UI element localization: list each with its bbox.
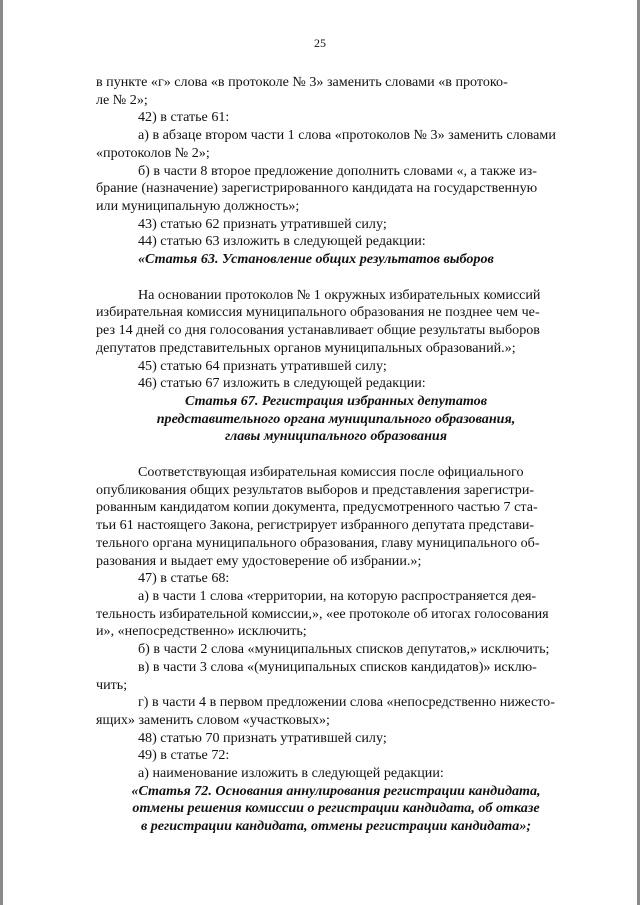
heading-article-72: «Статья 72. Основания аннулирования регистрации кандидата, отмены решения комиссии о регистрации кандидата, об отказе в регистрации кандидата, отмены регистрации кандидата»; [131, 782, 541, 835]
paragraph-item-47-b: б) в части 2 слова «муниципальных списков депутатов,» исключить; [138, 641, 550, 658]
paragraph-item-42-b: б) в части 8 второе предложение дополнить словами «, а также из- брание (назначение) зарегистрированного кандидата на государственную или муниципальную должность»; [96, 162, 538, 214]
paragraph-amendment-g: в пункте «г» слова «в протоколе № 3» заменить словами «в протоко- ле № 2»; [96, 74, 508, 108]
page-number: 25 [314, 36, 326, 50]
heading-article-67: Статья 67. Регистрация избранных депутатов представительного органа муниципального образования, главы муниципального образования [156, 392, 516, 445]
paragraph-item-42: 42) в статье 61: [138, 109, 230, 126]
paragraph-item-43: 43) статью 62 признать утратившей силу; [138, 215, 387, 232]
paragraph-item-49: 49) в статье 72: [138, 747, 230, 764]
paragraph-item-45: 45) статью 64 признать утратившей силу; [138, 357, 387, 374]
paragraph-item-47-v: в) в части 3 слова «(муниципальных списков кандидатов)» исклю- чить; [96, 658, 537, 693]
paragraph-item-42-a: а) в абзаце втором части 1 слова «протоколов № 3» заменить словами «протоколов № 2»; [96, 127, 556, 161]
paragraph-item-44: 44) статью 63 изложить в следующей редакции: [138, 233, 426, 250]
paragraph-item-47-a: а) в части 1 слова «территории, на которую распространяется дея- тельность избирательной комиссии,», «ее протоколе об итогах голосования и», «непосредственно» исключить; [96, 587, 549, 640]
heading-article-63: «Статья 63. Установление общих результатов выборов [138, 251, 494, 268]
paragraph-item-47-g: г) в части 4 в первом предложении слова «непосредственно нижесто- ящих» заменить словом «участковых»; [96, 694, 555, 728]
paragraph-item-46: 46) статью 67 изложить в следующей редакции: [138, 375, 426, 392]
scan-left-edge [0, 0, 3, 905]
paragraph-item-47: 47) в статье 68: [138, 570, 230, 587]
paragraph-item-49-a: а) наименование изложить в следующей редакции: [138, 765, 444, 782]
paragraph-article-63-text: На основании протоколов № 1 окружных избирательных комиссий избирательная комиссия муниципального образования не позднее чем че- рез 14 дней со дня голосования устанавливает общие результаты выборов депутатов представительных органов муниципальных образований.»; [96, 286, 541, 356]
paragraph-article-67-text: Соответствующая избирательная комиссия после официального опубликования общих результатов выборов и представления зарегистри- рованным кандидатом копии документа, предусмотренного частью 7 ста- тьи 61 настоящего Закона, регистрирует избранного депутата представи- тельного органа муниципального образования, главу муниципального об- разования и выдает ему удостоверение об избрании.»; [96, 464, 540, 569]
paragraph-item-48: 48) статью 70 признать утратившей силу; [138, 729, 387, 746]
document-body [96, 74, 576, 836]
